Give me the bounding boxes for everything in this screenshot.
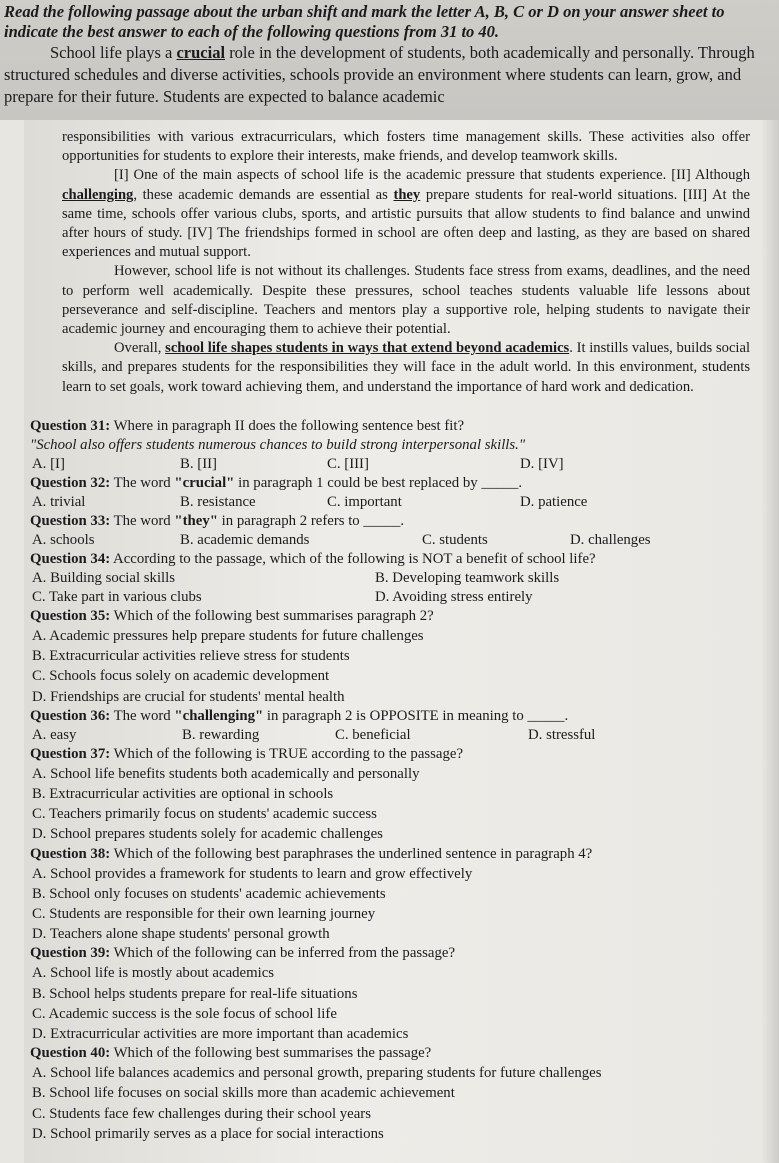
question-text-a: The word xyxy=(110,475,175,491)
option-c[interactable]: C. Students are responsible for their own learning journey xyxy=(32,906,376,923)
p4-text-b: . It instills values, builds social skills, and prepares students for the responsibilities they will face in the adult world. In this environment, students learn to set goals, work toward achieving them, and understand the importance of hard work and dedication. xyxy=(62,340,751,395)
question-number: Question 40: xyxy=(30,1045,111,1062)
option-d[interactable]: D. Friendships are crucial for students' mental health xyxy=(32,688,345,705)
question-number: Question 37: xyxy=(30,745,111,762)
option-a[interactable]: A. School life balances academics and personal growth, preparing students for future challenges xyxy=(32,1065,602,1082)
option-a[interactable]: A. schools xyxy=(32,532,95,548)
paragraph-1-continued: responsibilities with various extracurriculars, which fosters time management skills. These activities also offer opportunities for students to explore their interests, make friends, and develop teamwork skills. xyxy=(62,129,750,165)
option-a[interactable]: A. School life benefits students both academically and personally xyxy=(32,765,420,782)
question-text-b: in paragraph 2 refers to _____. xyxy=(217,513,405,529)
option-d[interactable]: D. School primarily serves as a place for social interactions xyxy=(32,1125,384,1142)
option-b[interactable]: B. resistance xyxy=(180,494,256,510)
question-text: Which of the following best summarises the passage? xyxy=(110,1045,432,1062)
option-c[interactable]: C. Students face few challenges during their school years xyxy=(32,1105,371,1122)
question-number: Question 34: xyxy=(30,551,111,567)
option-c[interactable]: C. beneficial xyxy=(335,726,411,743)
option-b[interactable]: B. Extracurricular activities are optional in schools xyxy=(32,786,334,803)
option-c[interactable]: C. important xyxy=(327,494,402,510)
option-a[interactable]: A. [I] xyxy=(32,456,65,472)
question-text-a: The word xyxy=(110,707,175,724)
option-a[interactable]: A. School life is mostly about academics xyxy=(32,965,275,982)
question-36-options xyxy=(30,726,730,745)
question-number: Question 38: xyxy=(30,845,111,862)
question-32 xyxy=(30,474,730,493)
option-a[interactable]: A. trivial xyxy=(32,494,86,510)
option-c[interactable]: C. Schools focus solely on academic development xyxy=(32,668,330,685)
question-31-options xyxy=(30,455,730,474)
option-d[interactable]: D. School prepares students solely for academic challenges xyxy=(32,826,383,843)
p2-text-b: , these academic demands are essential as xyxy=(133,186,394,203)
p2-text-a: [I] One of the main aspects of school life is the academic pressure that students experience. [II] Although xyxy=(114,167,750,184)
option-c[interactable]: C. Teachers primarily focus on students' academic success xyxy=(32,806,377,823)
word-they: they xyxy=(393,186,421,203)
option-a[interactable]: A. Building social skills xyxy=(32,570,176,586)
question-text: Which of the following best paraphrases the underlined sentence in paragraph 4? xyxy=(110,845,593,862)
question-word: "crucial" xyxy=(174,475,235,491)
paragraph-3: However, school life is not without its challenges. Students face stress from exams, deadlines, and the need to perform well academically. Despite these pressures, school teaches students valuable life lessons about perseverance and self-discipline. Teachers and mentors play a supportive role, helping students to navigate their academic journey and encouraging them to achieve their potential. xyxy=(62,263,750,338)
question-text: Where in paragraph II does the following sentence best fit? xyxy=(110,418,465,434)
question-number: Question 32: xyxy=(30,475,111,491)
instruction-text: Read the following passage about the urban shift and mark the letter A, B, C or D on your answer sheet to indicate the best answer to each of the following questions from 31 to 40. xyxy=(4,2,725,41)
page-shadow xyxy=(761,120,779,1163)
option-b[interactable]: B. School helps students prepare for real-life situations xyxy=(32,985,358,1002)
question-33-options xyxy=(30,531,730,550)
question-text-b: in paragraph 1 could be best replaced by _____. xyxy=(234,475,523,491)
paragraph-2 xyxy=(62,166,750,262)
question-34-options-row2 xyxy=(30,588,730,607)
option-b[interactable]: B. [II] xyxy=(180,456,217,472)
option-d[interactable]: D. Teachers alone shape students' personal growth xyxy=(32,926,330,943)
option-d[interactable]: D. challenges xyxy=(570,532,651,548)
option-b[interactable]: B. rewarding xyxy=(182,726,260,743)
option-d[interactable]: D. Extracurricular activities are more important than academics xyxy=(32,1026,409,1043)
question-word: "challenging" xyxy=(174,707,264,724)
intro-paragraph xyxy=(4,42,773,108)
question-31 xyxy=(30,417,730,436)
question-number: Question 35: xyxy=(30,608,111,624)
question-text-a: The word xyxy=(110,513,175,529)
word-challenging: challenging xyxy=(62,186,134,203)
option-a[interactable]: A. School provides a framework for students to learn and grow effectively xyxy=(32,865,473,882)
question-text: According to the passage, which of the following is NOT a benefit of school life? xyxy=(110,551,596,567)
option-c[interactable]: C. [III] xyxy=(327,456,369,472)
option-c[interactable]: C. Take part in various clubs xyxy=(32,589,202,605)
question-38 xyxy=(30,845,730,864)
p4-text-a: Overall, xyxy=(114,340,166,357)
option-d[interactable]: D. [IV] xyxy=(520,456,564,472)
question-35 xyxy=(30,607,730,626)
option-a[interactable]: A. Academic pressures help prepare students for future challenges xyxy=(32,628,424,644)
question-34-options-row1 xyxy=(30,569,730,588)
question-word: "they" xyxy=(174,513,218,529)
question-40 xyxy=(30,1044,730,1063)
question-number: Question 31: xyxy=(30,418,111,434)
intro-text-b: role in the development of students, both academically and personally. Through structured schedules and diverse activities, schools provide an environment where students can learn, grow, and prepare for their future. Students are expected to balance academic xyxy=(4,43,755,106)
question-36 xyxy=(30,707,730,726)
keyword-crucial: crucial xyxy=(176,43,226,62)
option-d[interactable]: D. Avoiding stress entirely xyxy=(375,589,533,605)
option-b[interactable]: B. academic demands xyxy=(180,532,310,548)
option-b[interactable]: B. School only focuses on students' academic achievements xyxy=(32,885,386,902)
question-text: Which of the following best summarises paragraph 2? xyxy=(110,608,434,624)
option-d[interactable]: D. patience xyxy=(520,494,588,510)
question-33 xyxy=(30,512,730,531)
option-a[interactable]: A. easy xyxy=(32,726,77,743)
question-34 xyxy=(30,550,730,569)
question-text: Which of the following is TRUE according to the passage? xyxy=(110,745,464,762)
option-c[interactable]: C. students xyxy=(422,532,488,548)
option-b[interactable]: B. Developing teamwork skills xyxy=(375,570,560,586)
question-31-quote: "School also offers students numerous chances to build strong interpersonal skills." xyxy=(30,437,526,453)
paragraph-4 xyxy=(62,339,750,397)
question-text-b: in paragraph 2 is OPPOSITE in meaning to _____. xyxy=(263,707,569,724)
p2-text-c: prepare students for real-world situations. [III] At the same time, schools offer various clubs, sports, and artistic pursuits that allow students to find balance and unwind after hours of study. [IV] The friendships formed in school are often deep and lasting, as they are based on shared experiences and mutual support. xyxy=(62,186,750,261)
option-b[interactable]: B. Extracurricular activities relieve stress for students xyxy=(32,648,350,665)
question-32-options xyxy=(30,493,730,512)
header-section xyxy=(0,0,779,120)
option-b[interactable]: B. School life focuses on social skills more than academic achievement xyxy=(32,1085,455,1102)
question-37 xyxy=(30,745,730,764)
option-d[interactable]: D. stressful xyxy=(528,726,596,743)
question-39 xyxy=(30,944,730,963)
underlined-sentence: school life shapes students in ways that extend beyond academics xyxy=(165,340,570,357)
questions xyxy=(30,417,730,1144)
passage xyxy=(62,128,750,397)
question-number: Question 36: xyxy=(30,707,111,724)
option-c[interactable]: C. Academic success is the sole focus of school life xyxy=(32,1005,337,1022)
question-text: Which of the following can be inferred from the passage? xyxy=(110,945,456,962)
intro-text-a: School life plays a xyxy=(50,43,177,62)
question-number: Question 33: xyxy=(30,513,111,529)
question-number: Question 39: xyxy=(30,945,111,962)
